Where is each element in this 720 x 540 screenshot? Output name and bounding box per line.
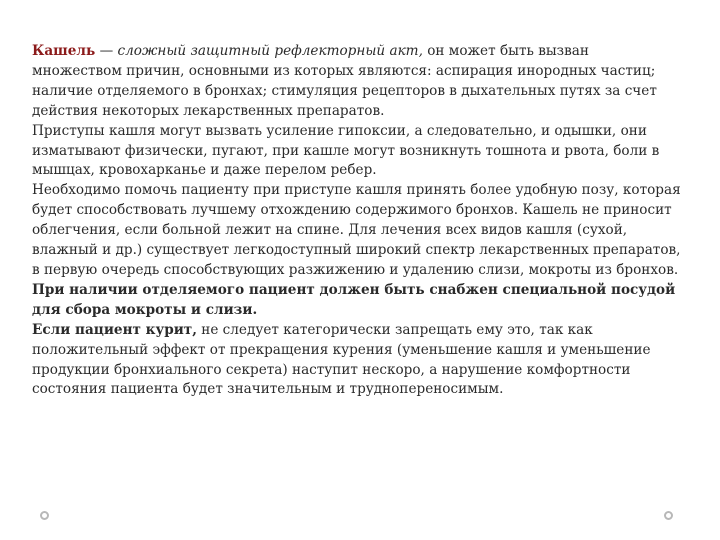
decor-dot-left: [40, 511, 49, 520]
slide-body: [32, 42, 682, 400]
smoking-text: не следует категорически запрещать ему это, так как положительный эффект от прекращения курения (уменьшение кашля и уменьшение продукции бронхиального секрета) наступит нескоро, а нарушение комфортности состояния пациента будет значительным и труднопереносимым.: [32, 321, 651, 398]
paragraph-help: [32, 181, 682, 320]
definition-italic: сложный защитный рефлекторный акт,: [117, 43, 423, 59]
paragraph-definition: [32, 42, 682, 122]
paragraph-attacks: Приступы кашля могут вызвать усиление гипоксии, а следовательно, и одышки, они изматывают физически, пугают, при кашле могут возникнуть тошнота и рвота, боли в мышцах, кровохарканье и даже перелом ребер.: [32, 122, 660, 179]
decor-dot-right: [664, 511, 673, 520]
term-cough: Кашель: [32, 43, 96, 59]
smoking-bold-text: Если пациент курит,: [32, 321, 197, 338]
help-text: Необходимо помочь пациенту при приступе кашля принять более удобную позу, которая будет способствовать лучшему отхождению содержимого бронхов. Кашель не приносит облегчения, если больной лежит на спине. Для лечения всех видов кашля (сухой, влажный и др.) существует легкодоступный широкий спектр лекарственных препаратов, в первую очередь способствующих разжижению и удалению слизи, мокроты из бронхов.: [32, 182, 681, 278]
definition-text: он может быть вызван множеством причин, основными из которых являются: аспирация инородных частиц; наличие отделяемого в бронхах; стимуляция рецепторов в дыхательных путях за счет действия некоторых лекарственных препаратов.: [32, 43, 657, 119]
help-bold-text: При наличии отделяемого пациент должен быть снабжен специальной посудой для сбора мокроты и слизи.: [32, 281, 676, 318]
paragraph-smoking: [32, 321, 682, 401]
dash: —: [95, 43, 118, 59]
